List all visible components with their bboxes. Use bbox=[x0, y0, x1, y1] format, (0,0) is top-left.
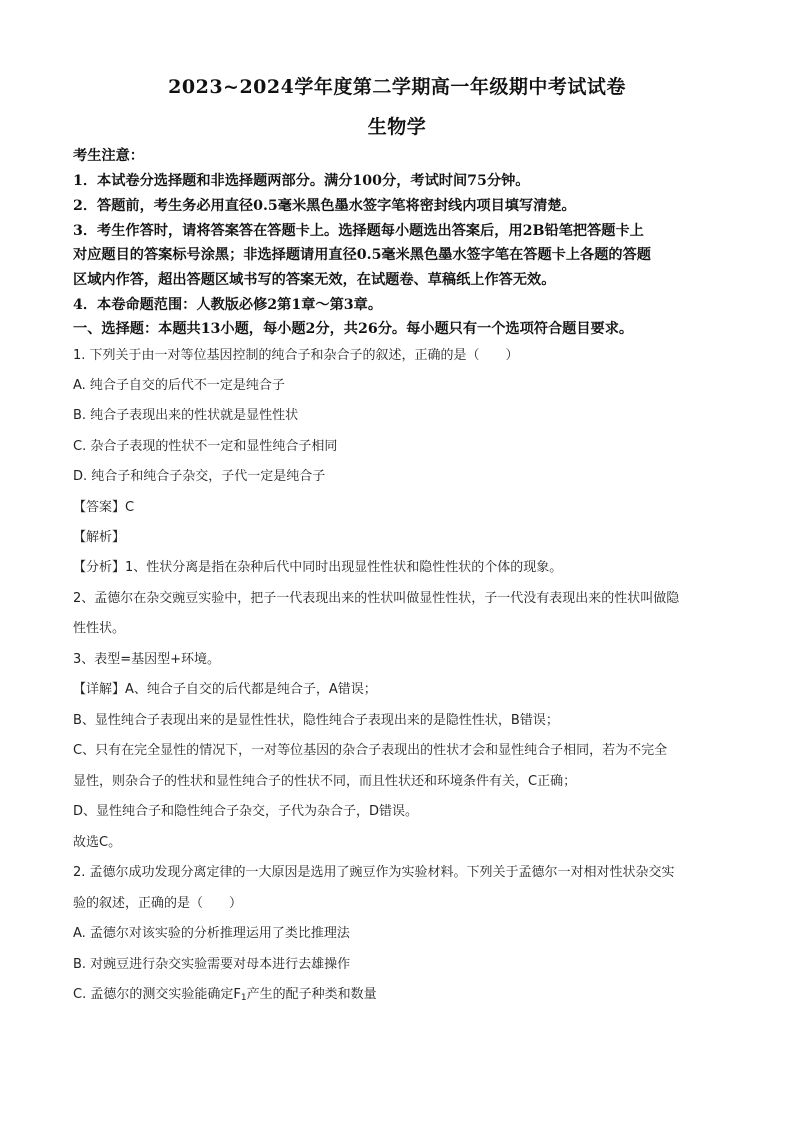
notice-item: 2．答题前，考生务必用直径0.5毫米黑色墨水签字笔将密封线内项目填写清楚。 bbox=[73, 198, 576, 214]
question-1-option-a: A. 纯合子自交的后代不一定是纯合子 bbox=[73, 378, 285, 393]
option-c-text-end: 产生的配子种类和数量 bbox=[246, 987, 377, 1002]
analysis-line: 【分析】1、性状分离是指在杂种后代中同时出现显性性状和隐性性状的个体的现象。 bbox=[73, 560, 563, 575]
question-1-option-b: B. 纯合子表现出来的性状就是显性性状 bbox=[73, 408, 299, 423]
exam-subject: 生物学 bbox=[367, 116, 427, 138]
analysis-line: 故选C。 bbox=[73, 835, 122, 850]
question-2-option-a: A. 孟德尔对该实验的分析推理运用了类比推理法 bbox=[73, 926, 350, 941]
analysis-line: C、只有在完全显性的情况下，一对等位基因的杂合子表现出的性状才会和显性纯合子相同，若为不完全 bbox=[73, 743, 668, 758]
notice-item: 3．考生作答时，请将答案答在答题卡上。选择题每小题选出答案后，用2B铅笔把答题卡上 bbox=[73, 223, 644, 239]
analysis-line: 显性，则杂合子的性状和显性纯合子的性状不同，而且性状还和环境条件有关，C正确； bbox=[73, 774, 577, 789]
question-2-option-b: B. 对豌豆进行杂交实验需要对母本进行去雄操作 bbox=[73, 957, 351, 972]
option-c-text: C. 孟德尔的测交实验能确定F bbox=[73, 987, 241, 1002]
notice-item: 对应题目的答案标号涂黑；非选择题请用直径0.5毫米黑色墨水签字笔在答题卡上各题的答题 bbox=[73, 247, 651, 263]
exam-title: 2023~2024学年度第二学期高一年级期中考试试卷 bbox=[168, 76, 626, 98]
analysis-line: 3、表型=基因型+环境。 bbox=[73, 652, 221, 667]
question-2-stem: 2. 孟德尔成功发现分离定律的一大原因是选用了豌豆作为实验材料。下列关于孟德尔一对相对性状杂交实 bbox=[73, 865, 675, 880]
section-heading: 一、选择题：本题共13小题，每小题2分，共26分。每小题只有一个选项符合题目要求。 bbox=[73, 321, 634, 337]
notice-item: 区域内作答，超出答题区域书写的答案无效，在试题卷、草稿纸上作答无效。 bbox=[73, 272, 556, 288]
question-1-analysis-label: 【解析】 bbox=[73, 530, 126, 545]
question-2-stem-cont: 验的叙述，正确的是（ ） bbox=[73, 896, 243, 911]
question-1-answer: 【答案】C bbox=[73, 500, 135, 515]
analysis-line: 【详解】A、纯合子自交的后代都是纯合子，A错误； bbox=[73, 682, 377, 697]
notice-item: 1．本试卷分选择题和非选择题两部分。满分100分，考试时间75分钟。 bbox=[73, 173, 530, 189]
question-1-option-c: C. 杂合子表现的性状不一定和显性纯合子相同 bbox=[73, 439, 338, 454]
notice-item: 4．本卷命题范围：人教版必修2第1章～第3章。 bbox=[73, 297, 383, 313]
question-1-stem: 1. 下列关于由一对等位基因控制的纯合子和杂合子的叙述，正确的是（ ） bbox=[73, 348, 519, 363]
analysis-line: 2、孟德尔在杂交豌豆实验中，把子一代表现出来的性状叫做显性性状，子一代没有表现出来的性状叫做隐 bbox=[73, 591, 680, 606]
subscript: 1 bbox=[240, 993, 247, 1003]
question-1-option-d: D. 纯合子和纯合子杂交，子代一定是纯合子 bbox=[73, 469, 326, 484]
notice-heading: 考生注意： bbox=[73, 148, 144, 164]
analysis-line: 性性状。 bbox=[73, 621, 126, 636]
question-2-option-c bbox=[73, 985, 733, 1008]
analysis-line: B、显性纯合子表现出来的是显性性状，隐性纯合子表现出来的是隐性性状，B错误； bbox=[73, 713, 559, 728]
analysis-line: D、显性纯合子和隐性纯合子杂交，子代为杂合子，D错误。 bbox=[73, 804, 419, 819]
